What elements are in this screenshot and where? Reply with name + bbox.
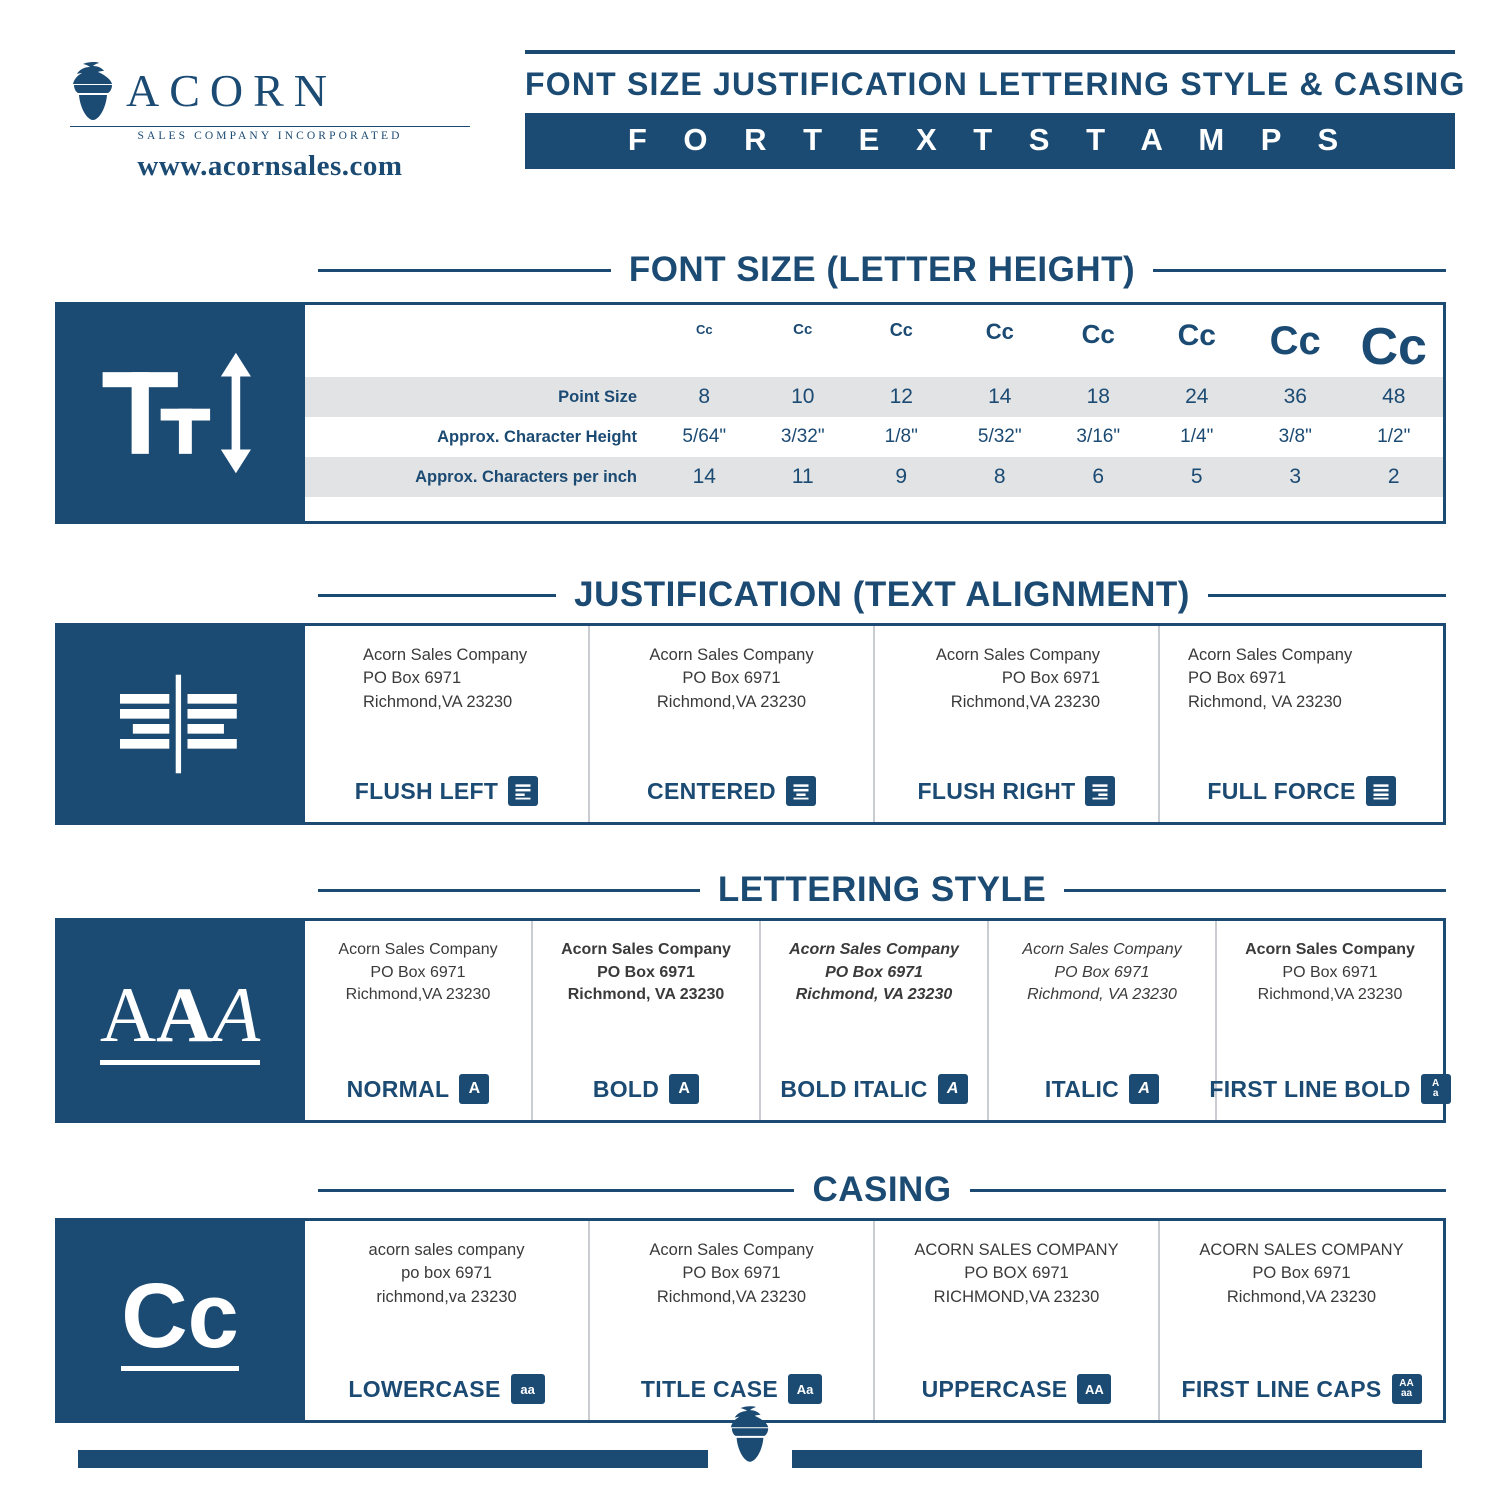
sample-line: Richmond,VA 23230 bbox=[1226, 1287, 1377, 1306]
sample-line bbox=[1188, 691, 1415, 714]
heading-rule-left bbox=[318, 594, 556, 597]
sample-text bbox=[315, 1239, 578, 1309]
sample-word: 23230 bbox=[1295, 692, 1342, 711]
option-footer bbox=[533, 1074, 759, 1104]
cell-point-size: 48 bbox=[1382, 385, 1406, 408]
sample-line: Acorn Sales Company bbox=[649, 646, 814, 664]
brand-logo[interactable] bbox=[70, 60, 470, 183]
letter-a-italic-icon: A bbox=[1129, 1074, 1159, 1104]
sample-line bbox=[1188, 667, 1415, 690]
cell-chars-per-inch: 8 bbox=[993, 465, 1006, 488]
option-footer bbox=[989, 1074, 1215, 1104]
section-heading-font-size bbox=[318, 250, 1446, 290]
option-label: FLUSH LEFT bbox=[354, 777, 499, 804]
font-size-samples-row bbox=[305, 305, 1443, 377]
heading-rule-right bbox=[970, 1189, 1446, 1192]
option-footer bbox=[305, 776, 588, 806]
sample-text bbox=[1170, 644, 1433, 714]
sample-text bbox=[315, 939, 521, 1007]
sample-cell: Cc bbox=[1081, 319, 1115, 349]
letter-a-icon: A bbox=[459, 1074, 489, 1104]
cell-point-size: 12 bbox=[889, 385, 913, 408]
sample-line: PO Box 6971 bbox=[682, 669, 781, 688]
sample-text bbox=[1170, 1239, 1433, 1309]
cell-char-height: 5/64" bbox=[682, 426, 727, 447]
sample-cell: Cc bbox=[1360, 318, 1427, 376]
option-label: BOLD bbox=[592, 1075, 660, 1102]
sample-line: Acorn Sales Company bbox=[789, 941, 959, 958]
option-footer bbox=[1209, 1074, 1443, 1104]
page-header bbox=[0, 0, 1500, 200]
letter-a-bold-icon: A bbox=[669, 1074, 699, 1104]
badge-line-top: A bbox=[1432, 1077, 1440, 1089]
sample-line: Acorn Sales Company bbox=[1022, 941, 1182, 958]
sample-line: PO Box 6971 bbox=[1252, 1264, 1351, 1283]
lettering-option-normal[interactable] bbox=[305, 921, 531, 1120]
heading-text: JUSTIFICATION (TEXT ALIGNMENT) bbox=[574, 575, 1190, 614]
sample-line: Richmond,VA 23230 bbox=[950, 692, 1100, 711]
text-height-icon bbox=[55, 302, 305, 524]
row-label-char-height: Approx. Character Height bbox=[437, 427, 637, 446]
align-right-icon bbox=[1085, 776, 1115, 806]
sample-line: PO Box 6971 bbox=[363, 669, 462, 688]
font-size-table bbox=[305, 305, 1443, 497]
letter-a-bold-italic-icon: A bbox=[938, 1074, 968, 1104]
section-justification bbox=[0, 575, 1500, 835]
sample-line: Acorn Sales Company bbox=[363, 646, 528, 664]
cell-char-height: 1/8" bbox=[884, 426, 918, 447]
brand-name: ACORN bbox=[126, 65, 338, 116]
sample-word: PO bbox=[1188, 669, 1212, 688]
cell-char-height: 5/32" bbox=[977, 426, 1022, 447]
aaa-icon bbox=[55, 918, 305, 1123]
justification-option-flush-left[interactable] bbox=[305, 626, 588, 822]
sample-line: PO Box 6971 bbox=[597, 963, 695, 981]
option-footer bbox=[305, 1374, 588, 1404]
sample-line: PO Box 6971 bbox=[1001, 669, 1100, 688]
option-label: FULL FORCE bbox=[1207, 777, 1356, 804]
uppercase-aa-icon: AA bbox=[1077, 1374, 1111, 1404]
row-chars-per-inch bbox=[305, 457, 1443, 497]
cell-point-size: 8 bbox=[698, 385, 711, 408]
brand-url[interactable]: www.acornsales.com bbox=[137, 150, 403, 182]
justification-option-full-force[interactable] bbox=[1158, 626, 1443, 822]
heading-rule-left bbox=[318, 889, 700, 892]
section-casing bbox=[0, 1170, 1500, 1435]
option-label: ITALIC bbox=[1044, 1075, 1120, 1102]
sample-line: Acorn Sales Company bbox=[649, 1241, 814, 1259]
option-label: NORMAL bbox=[346, 1075, 450, 1102]
option-label: UPPERCASE bbox=[921, 1375, 1068, 1402]
casing-option-first-line-caps[interactable] bbox=[1158, 1221, 1443, 1420]
sample-line: Richmond,VA 23230 bbox=[656, 692, 807, 711]
badge-line-bottom: aa bbox=[1400, 1388, 1413, 1399]
sample-text bbox=[999, 939, 1205, 1007]
cell-chars-per-inch: 11 bbox=[791, 465, 814, 488]
row-label-chars-per-inch: Approx. Characters per inch bbox=[415, 467, 637, 486]
option-label: FIRST LINE BOLD bbox=[1209, 1075, 1411, 1102]
footer-rule-right bbox=[792, 1450, 1422, 1468]
sample-word: Acorn bbox=[1188, 646, 1232, 664]
acorn-icon bbox=[728, 1402, 772, 1466]
justification-option-centered[interactable] bbox=[588, 626, 873, 822]
lettering-style-panel bbox=[305, 918, 1446, 1123]
option-label: CENTERED bbox=[647, 777, 776, 804]
sample-text bbox=[543, 939, 749, 1007]
heading-text: CASING bbox=[812, 1170, 952, 1209]
option-footer bbox=[875, 776, 1158, 806]
sample-line: PO Box 6971 bbox=[682, 1264, 781, 1283]
sample-cell: Cc bbox=[889, 320, 913, 340]
sample-line: Richmond,VA 23230 bbox=[363, 692, 513, 711]
sample-line: Richmond,VA 23230 bbox=[1257, 986, 1403, 1004]
align-center-icon bbox=[786, 776, 816, 806]
section-heading-lettering-style bbox=[318, 870, 1446, 910]
sample-word: 6971 bbox=[1249, 669, 1287, 688]
sample-text bbox=[885, 644, 1148, 714]
text-align-icon bbox=[55, 623, 305, 825]
titlecase-aa-icon: Aa bbox=[788, 1374, 822, 1404]
brand-tagline: SALES COMPANY INCORPORATED bbox=[70, 126, 470, 142]
sample-word: Sales bbox=[1235, 646, 1277, 664]
sample-word: Box bbox=[1216, 669, 1245, 688]
badge-line-bottom: a bbox=[1432, 1088, 1439, 1099]
sample-line: Richmond,VA 23230 bbox=[345, 986, 491, 1004]
option-footer bbox=[590, 776, 873, 806]
section-heading-justification bbox=[318, 575, 1446, 615]
cell-point-size: 24 bbox=[1185, 385, 1209, 408]
sample-line: po box 6971 bbox=[401, 1264, 492, 1283]
sample-text bbox=[600, 644, 863, 714]
cell-chars-per-inch: 9 bbox=[895, 465, 908, 488]
option-footer bbox=[761, 1074, 987, 1104]
option-footer bbox=[1160, 1374, 1443, 1404]
sample-word: Richmond, bbox=[1188, 692, 1267, 711]
sample-line: Richmond, VA 23230 bbox=[567, 986, 725, 1004]
header-title-block bbox=[525, 50, 1466, 169]
option-footer bbox=[1160, 776, 1443, 806]
align-left-icon bbox=[508, 776, 538, 806]
sample-line: RICHMOND,VA 23230 bbox=[933, 1287, 1100, 1306]
section-heading-casing bbox=[318, 1170, 1446, 1210]
lettering-option-bold[interactable] bbox=[531, 921, 759, 1120]
font-size-panel bbox=[305, 302, 1446, 524]
sample-line: ACORN SALES COMPANY bbox=[914, 1241, 1119, 1259]
sample-line: PO BOX 6971 bbox=[964, 1264, 1069, 1283]
badge-line-top: AA bbox=[1399, 1377, 1414, 1389]
cell-char-height: 3/8" bbox=[1278, 426, 1312, 447]
cell-char-height: 1/4" bbox=[1180, 426, 1214, 447]
section-font-size bbox=[0, 250, 1500, 540]
sample-line: richmond,va 23230 bbox=[376, 1287, 517, 1306]
cell-point-size: 18 bbox=[1086, 385, 1110, 408]
firstlinecaps-stacked-icon bbox=[1392, 1374, 1422, 1404]
sample-line: acorn sales company bbox=[368, 1241, 525, 1259]
sample-cell: Cc bbox=[1177, 319, 1216, 352]
cell-point-size: 36 bbox=[1283, 385, 1307, 408]
letter-a-stacked-icon bbox=[1421, 1074, 1451, 1104]
sample-word: VA bbox=[1271, 692, 1292, 711]
row-label-point-size: Point Size bbox=[558, 387, 637, 406]
sample-cell: Cc bbox=[793, 321, 813, 338]
heading-rule-right bbox=[1064, 889, 1446, 892]
page-subtitle: F O R T E X T S T A M P S bbox=[525, 113, 1455, 169]
row-char-height bbox=[305, 417, 1443, 457]
casing-option-title-case[interactable] bbox=[588, 1221, 873, 1420]
option-footer bbox=[590, 1374, 873, 1404]
sample-line: PO Box 6971 bbox=[1282, 963, 1378, 981]
footer-rule-left bbox=[78, 1450, 708, 1468]
justification-option-flush-right[interactable] bbox=[873, 626, 1158, 822]
cell-chars-per-inch: 2 bbox=[1387, 465, 1400, 488]
sample-line: Richmond,VA 23230 bbox=[656, 1287, 807, 1306]
cell-point-size: 14 bbox=[988, 385, 1012, 408]
sample-text bbox=[771, 939, 977, 1007]
cell-char-height: 1/2" bbox=[1377, 426, 1411, 447]
option-label: FLUSH RIGHT bbox=[917, 777, 1076, 804]
section-lettering-style bbox=[0, 870, 1500, 1135]
casing-option-lowercase[interactable] bbox=[305, 1221, 588, 1420]
sample-line: Acorn Sales Company bbox=[338, 941, 498, 958]
cell-chars-per-inch: 6 bbox=[1092, 465, 1105, 488]
option-label: FIRST LINE CAPS bbox=[1181, 1375, 1382, 1402]
sample-line: Acorn Sales Company bbox=[561, 941, 731, 958]
heading-text: LETTERING STYLE bbox=[717, 870, 1047, 909]
aaa-glyphs: AAA bbox=[100, 976, 260, 1065]
justification-panel bbox=[305, 623, 1446, 825]
sample-line: Richmond, VA 23230 bbox=[795, 986, 953, 1004]
heading-rule-left bbox=[318, 269, 611, 272]
cc-glyphs: Cc bbox=[121, 1270, 239, 1371]
casing-panel bbox=[305, 1218, 1446, 1423]
option-footer bbox=[875, 1374, 1158, 1404]
sample-line: PO Box 6971 bbox=[370, 963, 466, 981]
sample-line: Acorn Sales Company bbox=[1245, 941, 1415, 958]
option-footer bbox=[305, 1074, 531, 1104]
sample-line: Richmond, VA 23230 bbox=[1027, 986, 1177, 1004]
page-title: FONT SIZE JUSTIFICATION LETTERING STYLE & CASING bbox=[525, 66, 1466, 102]
heading-rule-left bbox=[318, 1189, 794, 1192]
option-label: LOWERCASE bbox=[348, 1375, 501, 1402]
page-footer bbox=[0, 1440, 1500, 1480]
align-justify-icon bbox=[1366, 776, 1396, 806]
row-point-size bbox=[305, 377, 1443, 417]
sample-cell: Cc bbox=[985, 319, 1014, 344]
sample-line: Acorn Sales Company bbox=[935, 646, 1100, 664]
sample-text bbox=[1227, 939, 1433, 1007]
lowercase-aa-icon: aa bbox=[511, 1374, 545, 1404]
cell-chars-per-inch: 5 bbox=[1190, 465, 1203, 488]
cc-case-icon bbox=[55, 1218, 305, 1423]
lettering-option-bold-italic[interactable] bbox=[759, 921, 987, 1120]
sample-line: PO Box 6971 bbox=[825, 963, 923, 981]
cell-char-height: 3/16" bbox=[1076, 426, 1121, 447]
sample-text bbox=[600, 1239, 863, 1309]
option-label: BOLD ITALIC bbox=[780, 1075, 928, 1102]
sample-line: PO Box 6971 bbox=[1054, 963, 1150, 981]
lettering-option-first-line-bold[interactable] bbox=[1209, 921, 1443, 1120]
sample-text bbox=[315, 644, 578, 714]
sample-word: Company bbox=[1281, 646, 1353, 664]
option-label: TITLE CASE bbox=[640, 1375, 779, 1402]
cell-point-size: 10 bbox=[791, 385, 815, 408]
heading-rule-right bbox=[1208, 594, 1446, 597]
cell-chars-per-inch: 14 bbox=[692, 465, 716, 488]
heading-rule-right bbox=[1153, 269, 1446, 272]
heading-text: FONT SIZE (LETTER HEIGHT) bbox=[628, 250, 1136, 289]
lettering-option-italic[interactable] bbox=[987, 921, 1215, 1120]
sample-line: ACORN SALES COMPANY bbox=[1199, 1241, 1404, 1259]
sample-text bbox=[885, 1239, 1148, 1309]
cell-char-height: 3/32" bbox=[780, 426, 825, 447]
casing-option-uppercase[interactable] bbox=[873, 1221, 1158, 1420]
sample-cell: Cc bbox=[1269, 319, 1321, 363]
cell-chars-per-inch: 3 bbox=[1289, 465, 1302, 488]
acorn-icon bbox=[70, 60, 116, 122]
sample-line bbox=[1188, 644, 1415, 667]
sample-cell: Cc bbox=[695, 322, 713, 337]
